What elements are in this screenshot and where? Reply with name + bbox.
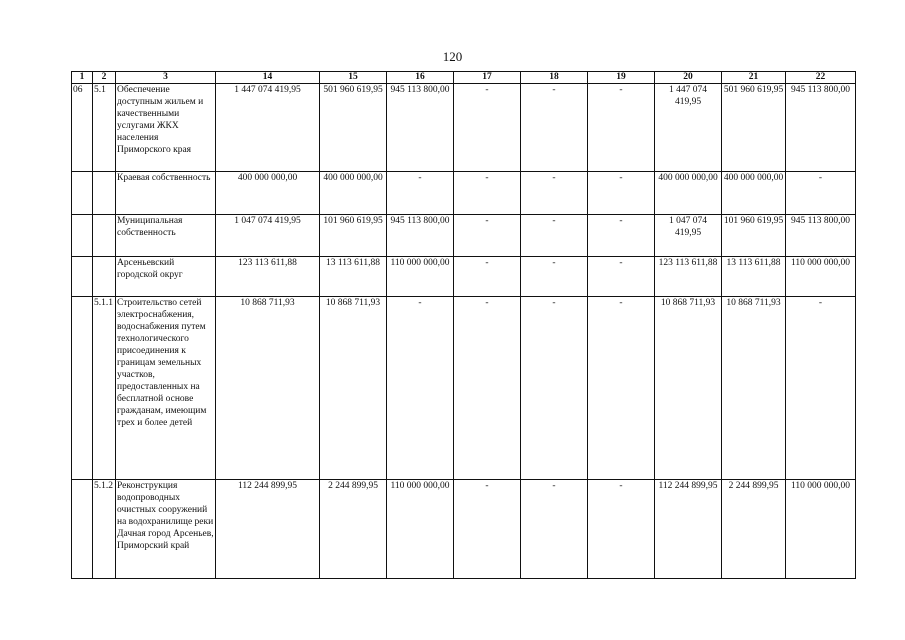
cell-col-17: - (454, 84, 521, 172)
cell-col-15: 10 868 711,93 (320, 297, 387, 480)
cell-col-14: 400 000 000,00 (216, 172, 320, 215)
cell-col-22: - (786, 297, 856, 480)
cell-col-15: 2 244 899,95 (320, 480, 387, 579)
column-header: 2 (93, 72, 116, 84)
cell-code (72, 257, 93, 297)
cell-code (72, 215, 93, 257)
cell-col-14: 112 244 899,95 (216, 480, 320, 579)
table-row (72, 172, 856, 215)
cell-item-number (93, 172, 116, 215)
cell-description: Муниципальная собственность (116, 215, 216, 257)
cell-col-18: - (521, 257, 588, 297)
page-number: 120 (442, 49, 463, 64)
cell-col-17: - (454, 257, 521, 297)
cell-col-14: 1 047 074 419,95 (216, 215, 320, 257)
cell-col-21: 101 960 619,95 (722, 215, 786, 257)
cell-col-16: 110 000 000,00 (387, 480, 454, 579)
cell-col-15: 400 000 000,00 (320, 172, 387, 215)
column-header: 20 (655, 72, 722, 84)
cell-col-15: 101 960 619,95 (320, 215, 387, 257)
column-header: 3 (116, 72, 216, 84)
column-header: 21 (722, 72, 786, 84)
cell-col-22: - (786, 172, 856, 215)
column-header: 22 (786, 72, 856, 84)
budget-table (71, 71, 856, 579)
cell-col-20: 123 113 611,88 (655, 257, 722, 297)
cell-col-14: 1 447 074 419,95 (216, 84, 320, 172)
table-row (72, 480, 856, 579)
cell-col-18: - (521, 215, 588, 257)
cell-col-19: - (588, 84, 655, 172)
cell-col-17: - (454, 215, 521, 257)
cell-col-22: 945 113 800,00 (786, 84, 856, 172)
cell-col-21: 10 868 711,93 (722, 297, 786, 480)
cell-item-number: 5.1.2 (93, 480, 116, 579)
cell-code: 06 (72, 84, 93, 172)
cell-col-16: - (387, 172, 454, 215)
table-row (72, 84, 856, 172)
column-header: 17 (454, 72, 521, 84)
cell-col-15: 13 113 611,88 (320, 257, 387, 297)
cell-item-number: 5.1.1 (93, 297, 116, 480)
cell-col-21: 501 960 619,95 (722, 84, 786, 172)
column-header: 14 (216, 72, 320, 84)
column-header: 16 (387, 72, 454, 84)
cell-col-15: 501 960 619,95 (320, 84, 387, 172)
column-header: 18 (521, 72, 588, 84)
cell-code (72, 480, 93, 579)
cell-description: Обеспечение доступным жильем и качественными услугами ЖКХ населения Приморского края (116, 84, 216, 172)
header-row (72, 72, 856, 84)
cell-col-18: - (521, 84, 588, 172)
cell-description: Арсеньевский городской округ (116, 257, 216, 297)
cell-col-20: 400 000 000,00 (655, 172, 722, 215)
table-row (72, 257, 856, 297)
column-header: 19 (588, 72, 655, 84)
cell-col-20: 10 868 711,93 (655, 297, 722, 480)
cell-description: Строительство сетей электроснабжения, водоснабжения путем технологического присоединения к границам земельных участков, предоставленных на бесплатной основе гражданам, имеющим трех и более детей (116, 297, 216, 480)
table-row (72, 215, 856, 257)
cell-code (72, 297, 93, 480)
cell-col-20: 1 047 074 419,95 (655, 215, 722, 257)
cell-col-21: 2 244 899,95 (722, 480, 786, 579)
cell-col-16: 945 113 800,00 (387, 215, 454, 257)
cell-description: Краевая собственность (116, 172, 216, 215)
cell-description: Реконструкция водопроводных очистных сооружений на водохранилище реки Дачная город Арсеньев, Приморский край (116, 480, 216, 579)
cell-col-21: 400 000 000,00 (722, 172, 786, 215)
cell-code (72, 172, 93, 215)
cell-col-18: - (521, 297, 588, 480)
cell-item-number: 5.1 (93, 84, 116, 172)
cell-col-19: - (588, 172, 655, 215)
cell-col-17: - (454, 172, 521, 215)
cell-col-14: 123 113 611,88 (216, 257, 320, 297)
cell-col-22: 110 000 000,00 (786, 480, 856, 579)
column-header: 1 (72, 72, 93, 84)
cell-col-21: 13 113 611,88 (722, 257, 786, 297)
cell-col-19: - (588, 297, 655, 480)
column-header: 15 (320, 72, 387, 84)
cell-item-number (93, 257, 116, 297)
cell-col-19: - (588, 257, 655, 297)
cell-col-19: - (588, 480, 655, 579)
table-row (72, 297, 856, 480)
cell-col-20: 1 447 074 419,95 (655, 84, 722, 172)
cell-col-16: 945 113 800,00 (387, 84, 454, 172)
cell-col-22: 945 113 800,00 (786, 215, 856, 257)
cell-col-16: 110 000 000,00 (387, 257, 454, 297)
cell-item-number (93, 215, 116, 257)
cell-col-19: - (588, 215, 655, 257)
cell-col-14: 10 868 711,93 (216, 297, 320, 480)
cell-col-17: - (454, 297, 521, 480)
cell-col-16: - (387, 297, 454, 480)
cell-col-22: 110 000 000,00 (786, 257, 856, 297)
cell-col-20: 112 244 899,95 (655, 480, 722, 579)
cell-col-17: - (454, 480, 521, 579)
cell-col-18: - (521, 480, 588, 579)
cell-col-18: - (521, 172, 588, 215)
